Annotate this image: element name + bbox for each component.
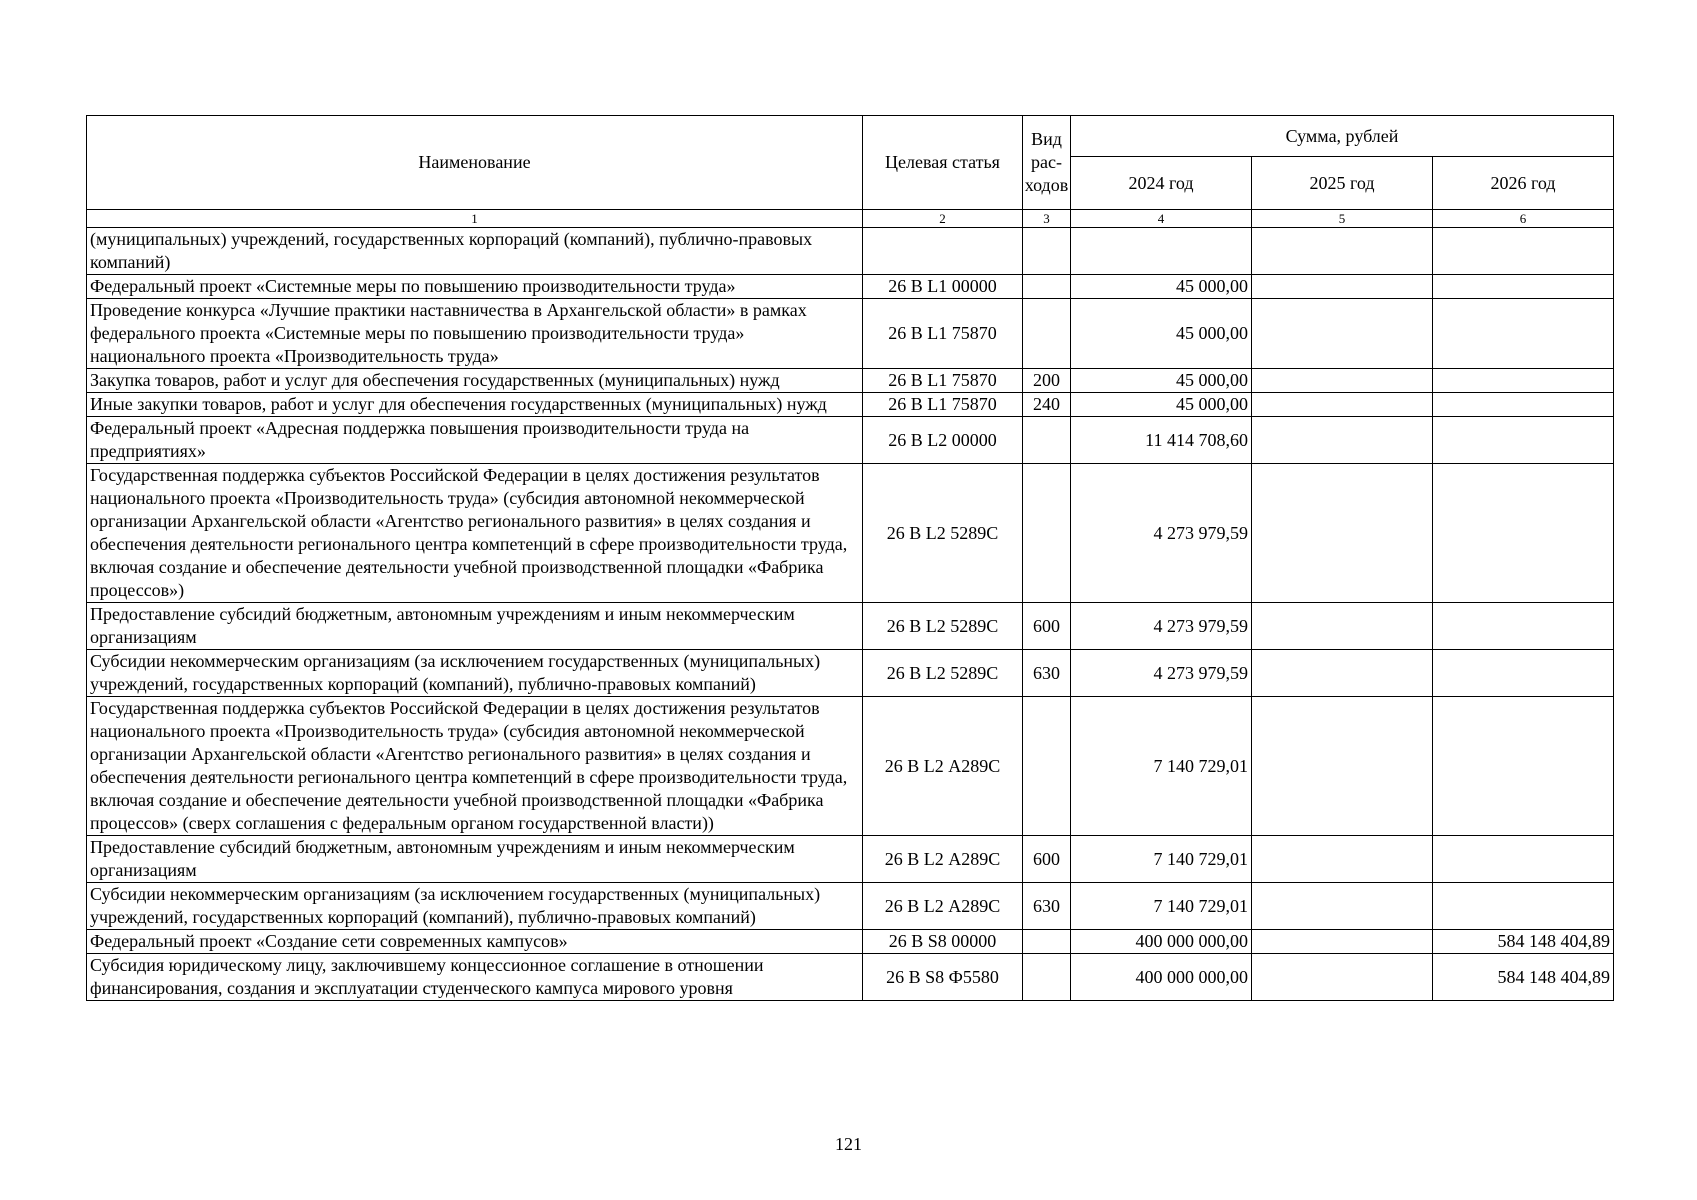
- amount-2024-cell: 7 140 729,01: [1071, 697, 1252, 836]
- target-article-cell: 26 В L2 А289С: [863, 883, 1023, 930]
- expense-type-cell: [1023, 275, 1071, 299]
- column-number: 1: [87, 210, 863, 228]
- amount-2025-cell: [1252, 299, 1433, 369]
- amount-2025-cell: [1252, 930, 1433, 954]
- row-name-cell: Предоставление субсидий бюджетным, автономным учреждениям и иным некоммерческим организациям: [87, 836, 863, 883]
- page-number: 121: [835, 1134, 862, 1154]
- table-row: [87, 275, 1614, 299]
- row-name-cell: Иные закупки товаров, работ и услуг для обеспечения государственных (муниципальных) нужд: [87, 393, 863, 417]
- expense-type-cell: [1023, 697, 1071, 836]
- column-number: 6: [1433, 210, 1614, 228]
- amount-2026-cell: [1433, 393, 1614, 417]
- table-row: [87, 883, 1614, 930]
- table-row: [87, 697, 1614, 836]
- amount-2025-cell: [1252, 417, 1433, 464]
- amount-2024-cell: 7 140 729,01: [1071, 836, 1252, 883]
- expense-type-cell: 600: [1023, 603, 1071, 650]
- header-year-2024: 2024 год: [1071, 157, 1252, 210]
- target-article-cell: 26 В L2 5289С: [863, 603, 1023, 650]
- expense-type-cell: 630: [1023, 883, 1071, 930]
- target-article-cell: 26 В S8 00000: [863, 930, 1023, 954]
- column-number: 2: [863, 210, 1023, 228]
- amount-2026-cell: [1433, 650, 1614, 697]
- row-name-cell: Субсидия юридическому лицу, заключившему концессионное соглашение в отношении финансирования, создания и эксплуатации студенческого кампуса мирового уровня: [87, 954, 863, 1001]
- amount-2026-cell: [1433, 369, 1614, 393]
- amount-2025-cell: [1252, 603, 1433, 650]
- amount-2025-cell: [1252, 369, 1433, 393]
- row-name-cell: Государственная поддержка субъектов Российской Федерации в целях достижения результатов национального проекта «Производительность труда» (субсидия автономной некоммерческой организации Архангельской области «Агентство регионального развития» в целях создания и обеспечения деятельности регионального центра компетенций в сфере производительности труда, включая создание и обеспечение деятельности учебной производственной площадки «Фабрика процессов»): [87, 464, 863, 603]
- amount-2026-cell: 584 148 404,89: [1433, 954, 1614, 1001]
- target-article-cell: 26 В L1 75870: [863, 299, 1023, 369]
- amount-2024-cell: 4 273 979,59: [1071, 464, 1252, 603]
- amount-2024-cell: 7 140 729,01: [1071, 883, 1252, 930]
- amount-2024-cell: [1071, 228, 1252, 275]
- table-body: [87, 228, 1614, 1001]
- table-row: [87, 228, 1614, 275]
- expense-type-cell: [1023, 954, 1071, 1001]
- row-name-cell: Закупка товаров, работ и услуг для обеспечения государственных (муниципальных) нужд: [87, 369, 863, 393]
- header-target-article: Целевая статья: [863, 116, 1023, 210]
- amount-2026-cell: 584 148 404,89: [1433, 930, 1614, 954]
- row-name-cell: Проведение конкурса «Лучшие практики наставничества в Архангельской области» в рамках федерального проекта «Системные меры по повышению производительности труда» национального проекта «Производительность труда»: [87, 299, 863, 369]
- row-name-cell: Субсидии некоммерческим организациям (за исключением государственных (муниципальных) учреждений, государственных корпораций (компаний), публично-правовых компаний): [87, 650, 863, 697]
- amount-2024-cell: 400 000 000,00: [1071, 930, 1252, 954]
- amount-2024-cell: 4 273 979,59: [1071, 650, 1252, 697]
- amount-2025-cell: [1252, 883, 1433, 930]
- amount-2026-cell: [1433, 299, 1614, 369]
- expense-type-cell: 240: [1023, 393, 1071, 417]
- row-name-cell: Федеральный проект «Адресная поддержка повышения производительности труда на предприятиях»: [87, 417, 863, 464]
- amount-2026-cell: [1433, 275, 1614, 299]
- target-article-cell: 26 В S8 Ф5580: [863, 954, 1023, 1001]
- table-row: [87, 299, 1614, 369]
- expense-type-cell: [1023, 417, 1071, 464]
- header-expense-type: Вид рас-ходов: [1023, 116, 1071, 210]
- expense-type-cell: 630: [1023, 650, 1071, 697]
- target-article-cell: 26 В L1 00000: [863, 275, 1023, 299]
- table-row: [87, 369, 1614, 393]
- amount-2025-cell: [1252, 464, 1433, 603]
- target-article-cell: 26 В L2 00000: [863, 417, 1023, 464]
- amount-2025-cell: [1252, 275, 1433, 299]
- target-article-cell: [863, 228, 1023, 275]
- row-name-cell: Субсидии некоммерческим организациям (за исключением государственных (муниципальных) учреждений, государственных корпораций (компаний), публично-правовых компаний): [87, 883, 863, 930]
- expense-type-cell: [1023, 299, 1071, 369]
- row-name-cell: Федеральный проект «Создание сети современных кампусов»: [87, 930, 863, 954]
- header-name: Наименование: [87, 116, 863, 210]
- amount-2024-cell: 11 414 708,60: [1071, 417, 1252, 464]
- row-name-cell: (муниципальных) учреждений, государственных корпораций (компаний), публично-правовых компаний): [87, 228, 863, 275]
- amount-2025-cell: [1252, 697, 1433, 836]
- expense-type-cell: [1023, 930, 1071, 954]
- amount-2025-cell: [1252, 954, 1433, 1001]
- header-year-2026: 2026 год: [1433, 157, 1614, 210]
- target-article-cell: 26 В L2 А289С: [863, 836, 1023, 883]
- amount-2024-cell: 45 000,00: [1071, 275, 1252, 299]
- amount-2024-cell: 45 000,00: [1071, 369, 1252, 393]
- table-row: [87, 930, 1614, 954]
- amount-2025-cell: [1252, 836, 1433, 883]
- budget-table: [86, 115, 1614, 1001]
- column-number: 4: [1071, 210, 1252, 228]
- table-row: [87, 393, 1614, 417]
- table-row: [87, 650, 1614, 697]
- target-article-cell: 26 В L1 75870: [863, 393, 1023, 417]
- amount-2026-cell: [1433, 603, 1614, 650]
- amount-2026-cell: [1433, 417, 1614, 464]
- table-row: [87, 464, 1614, 603]
- expense-type-cell: [1023, 464, 1071, 603]
- amount-2025-cell: [1252, 650, 1433, 697]
- amount-2026-cell: [1433, 883, 1614, 930]
- row-name-cell: Предоставление субсидий бюджетным, автономным учреждениям и иным некоммерческим организациям: [87, 603, 863, 650]
- target-article-cell: 26 В L1 75870: [863, 369, 1023, 393]
- amount-2024-cell: 4 273 979,59: [1071, 603, 1252, 650]
- amount-2024-cell: 45 000,00: [1071, 299, 1252, 369]
- amount-2025-cell: [1252, 393, 1433, 417]
- table-row: [87, 603, 1614, 650]
- table-row: [87, 954, 1614, 1001]
- amount-2025-cell: [1252, 228, 1433, 275]
- table-row: [87, 417, 1614, 464]
- column-number: 3: [1023, 210, 1071, 228]
- table-row: [87, 836, 1614, 883]
- amount-2026-cell: [1433, 228, 1614, 275]
- expense-type-cell: 600: [1023, 836, 1071, 883]
- target-article-cell: 26 В L2 5289С: [863, 464, 1023, 603]
- row-name-cell: Федеральный проект «Системные меры по повышению производительности труда»: [87, 275, 863, 299]
- amount-2026-cell: [1433, 836, 1614, 883]
- header-sum: Сумма, рублей: [1071, 116, 1614, 157]
- amount-2026-cell: [1433, 697, 1614, 836]
- column-number: 5: [1252, 210, 1433, 228]
- target-article-cell: 26 В L2 5289С: [863, 650, 1023, 697]
- expense-type-cell: [1023, 228, 1071, 275]
- amount-2026-cell: [1433, 464, 1614, 603]
- target-article-cell: 26 В L2 А289С: [863, 697, 1023, 836]
- expense-type-cell: 200: [1023, 369, 1071, 393]
- amount-2024-cell: 45 000,00: [1071, 393, 1252, 417]
- row-name-cell: Государственная поддержка субъектов Российской Федерации в целях достижения результатов национального проекта «Производительность труда» (субсидия автономной некоммерческой организации Архангельской области «Агентство регионального развития» в целях создания и обеспечения деятельности регионального центра компетенций в сфере производительности труда, включая создание и обеспечение деятельности учебной производственной площадки «Фабрика процессов» (сверх соглашения с федеральным органом государственной власти)): [87, 697, 863, 836]
- header-year-2025: 2025 год: [1252, 157, 1433, 210]
- amount-2024-cell: 400 000 000,00: [1071, 954, 1252, 1001]
